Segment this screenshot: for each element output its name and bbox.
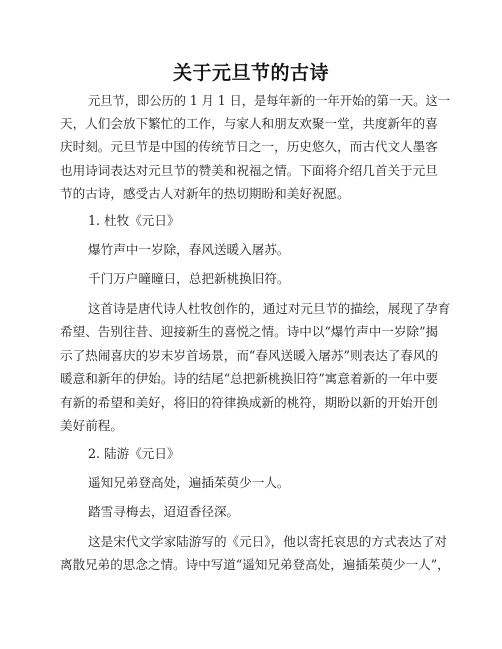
poem1-analysis-line-1: 这首诗是唐代诗人杜牧创作的，通过对元旦节的描绘，展现了孕育 xyxy=(88,301,451,316)
poem1-heading: 1. 杜牧《元日》 xyxy=(88,213,180,228)
poem2-verse-line-2: 踏雪寻梅去，迢迢香径深。 xyxy=(88,504,240,519)
poem2-verse-line-1: 遥知兄弟登高处，遍插茱萸少一人。 xyxy=(88,475,290,490)
poem2-analysis-line-1: 这是宋代文学家陆游写的《元日》，他以寄托哀思的方式表达了对 xyxy=(88,534,447,549)
intro-line-1: 元旦节，即公历的 1 月 1 日，是每年新的一年开始的第一天。这一 xyxy=(88,93,451,108)
page-title: 关于元旦节的古诗 xyxy=(172,62,329,84)
poem1-analysis-line-5: 有新的希望和美好，将旧的符律换成新的桃符，期盼以新的开始开创 xyxy=(60,395,438,410)
intro-line-5: 节的古诗，感受古人对新年的热切期盼和美好祝愿。 xyxy=(60,186,350,201)
poem2-heading: 2. 陆游《元日》 xyxy=(88,446,180,461)
intro-line-4: 也用诗词表达对元旦节的赞美和祝福之情。下面将介绍几首关于元旦 xyxy=(60,163,438,178)
poem1-analysis-line-4: 暖意和新年的伊始。诗的结尾“总把新桃换旧符”寓意着新的一年中要 xyxy=(60,371,439,386)
intro-line-2: 天，人们会放下繁忙的工作，与家人和朋友欢聚一堂，共度新年的喜 xyxy=(60,116,438,131)
intro-line-3: 庆时刻。元旦节是中国的传统节日之一，历史悠久，而古代文人墨客 xyxy=(60,139,438,154)
poem1-verse-line-1: 爆竹声中一岁除，春风送暖入屠苏。 xyxy=(88,242,290,257)
poem1-verse-line-2: 千门万户曈曈日，总把新桃换旧符。 xyxy=(88,271,290,286)
poem1-analysis-line-2: 希望、告别往昔、迎接新生的喜悦之情。诗中以“爆竹声中一岁除”揭 xyxy=(60,324,439,339)
poem1-analysis-line-3: 示了热闹喜庆的岁末岁首场景，而“春风送暖入屠苏”则表达了春风的 xyxy=(60,348,439,363)
poem1-analysis-line-6: 美好前程。 xyxy=(60,418,123,433)
poem2-analysis-line-2: 离散兄弟的思念之情。诗中写道“遥知兄弟登高处，遍插茱萸少一人”， xyxy=(60,557,450,572)
